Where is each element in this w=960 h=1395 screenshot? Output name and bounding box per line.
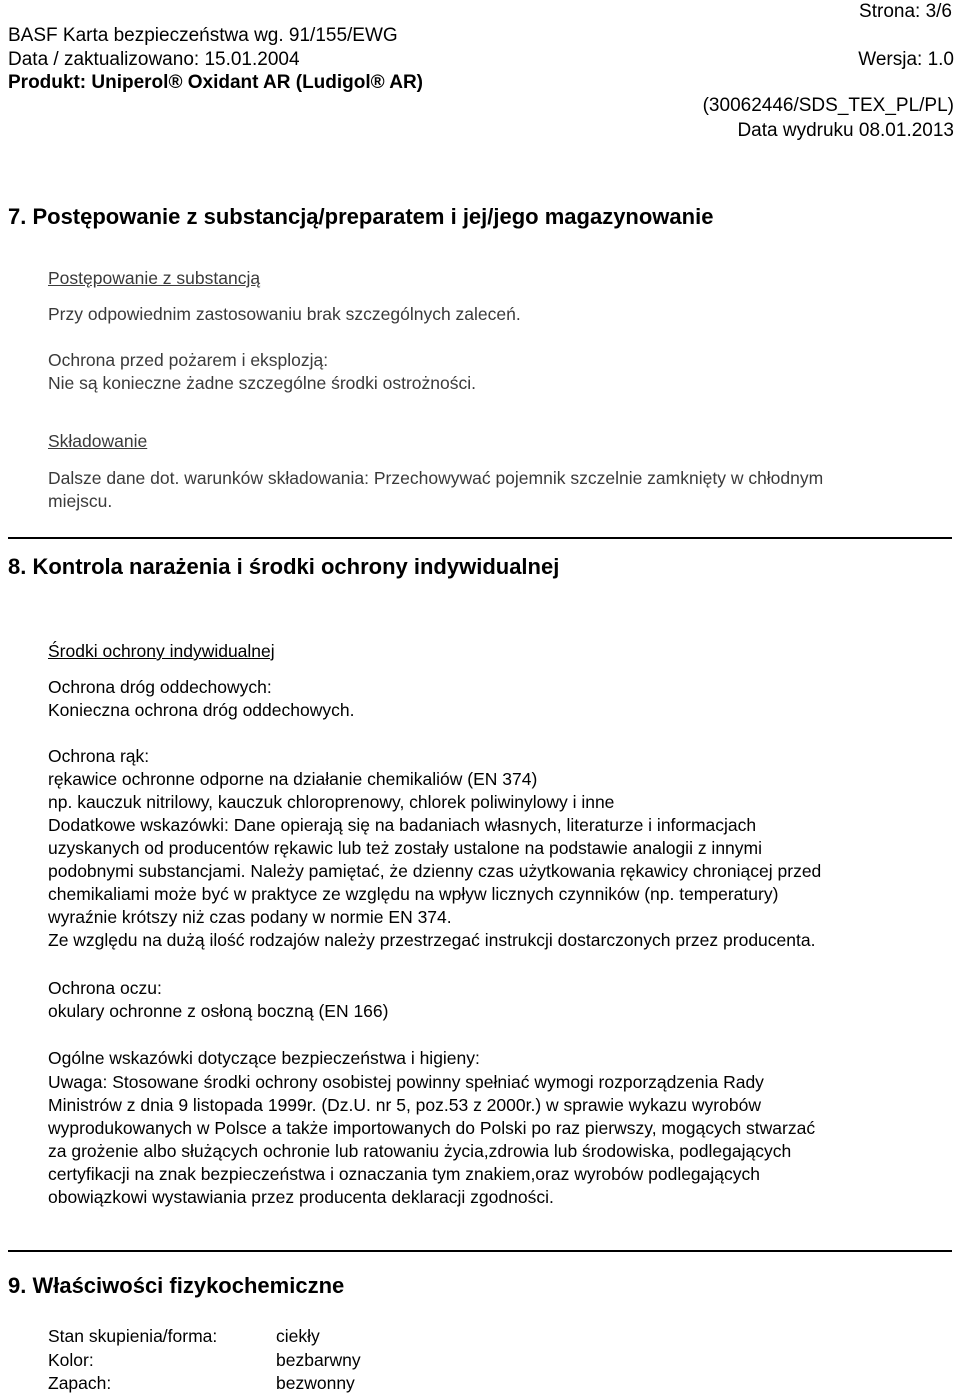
text-line: rękawice ochronne odporne na działanie chemikaliów (EN 374)	[48, 769, 538, 789]
respiratory-heading: Ochrona dróg oddechowych:	[48, 677, 272, 697]
hand-protection-heading: Ochrona rąk:	[48, 746, 150, 766]
text-line: np. kauczuk nitrilowy, kauczuk chloroprenowy, chlorek poliwinylowy i inne	[48, 792, 615, 812]
property-label: Kolor:	[48, 1350, 94, 1370]
eye-protection-text: okulary ochronne z osłoną boczną (EN 166)	[48, 1001, 389, 1021]
section-9-title: 9. Właściwości fizykochemiczne	[8, 1273, 345, 1298]
general-hygiene-text	[48, 1071, 815, 1209]
print-date: Data wydruku 08.01.2013	[737, 120, 954, 141]
text-line: Uwaga: Stosowane środki ochrony osobistej powinny spełniać wymogi rozporządzenia Rady	[48, 1072, 764, 1092]
text-line: uzyskanych od producentów rękawic lub też zostały ustalone na podstawie analogii z innymi	[48, 838, 763, 858]
text-line: wyprodukowanych w Polsce a także importowanych do Polski po raz pierwszy, mogących stwarzać	[48, 1118, 816, 1138]
text-line: Dodatkowe wskazówki: Dane opierają się na badaniach własnych, literaturze i informacjach	[48, 815, 757, 835]
fire-text: Nie są konieczne żadne szczególne środki ostrożności.	[48, 373, 476, 393]
hand-protection-text	[48, 768, 821, 952]
section-8-title: 8. Kontrola narażenia i środki ochrony indywidualnej	[8, 554, 560, 579]
property-label: Zapach:	[48, 1373, 112, 1393]
text-line: chemikaliami może być w praktyce ze względu na wpływ licznych czynników (np. temperatury)	[48, 884, 779, 904]
respiratory-text: Konieczna ochrona dróg oddechowych.	[48, 700, 355, 720]
eye-protection-heading: Ochrona oczu:	[48, 978, 162, 998]
text-line: obowiązkowi wystawiania przez producenta deklaracji zgodności.	[48, 1187, 554, 1207]
storage-text-line-2: miejscu.	[48, 491, 113, 511]
property-value: bezbarwny	[276, 1350, 361, 1370]
property-value: ciekły	[276, 1326, 320, 1346]
text-line: podobnymi substancjami. Należy pamiętać, że dzienny czas użytkowania rękawicy chroniącej przed	[48, 861, 822, 881]
version: Wersja: 1.0	[858, 49, 954, 70]
handling-text: Przy odpowiednim zastosowaniu brak szczególnych zaleceń.	[48, 304, 521, 324]
product-name: Produkt: Uniperol® Oxidant AR (Ludigol® AR)	[8, 72, 424, 93]
ppe-heading: Środki ochrony indywidualnej	[48, 641, 275, 661]
page-number: Strona: 3/6	[859, 1, 952, 22]
fire-heading: Ochrona przed pożarem i eksplozją:	[48, 350, 329, 370]
property-label: Stan skupienia/forma:	[48, 1326, 218, 1346]
date-updated: Data / zaktualizowano: 15.01.2004	[8, 49, 300, 70]
document-code: (30062446/SDS_TEX_PL/PL)	[702, 95, 954, 116]
text-line: za grożenie albo służących ochronie lub ratowaniu życia,zdrowia lub środowiska, podlegających	[48, 1141, 792, 1161]
general-hygiene-heading: Ogólne wskazówki dotyczące bezpieczeństwa i higieny:	[48, 1048, 480, 1068]
section-7-title: 7. Postępowanie z substancją/preparatem i jej/jego magazynowanie	[8, 204, 714, 229]
text-line: Ze względu na dużą ilość rodzajów należy przestrzegać instrukcji dostarczonych przez producenta.	[48, 930, 816, 950]
text-line: certyfikacji na znak bezpieczeństwa i oznaczania tym znakiem,oraz wyrobów podlegających	[48, 1164, 761, 1184]
storage-text-line-1: Dalsze dane dot. warunków składowania: Przechowywać pojemnik szczelnie zamknięty w chłodnym	[48, 468, 824, 488]
text-line: Ministrów z dnia 9 listopada 1999r. (Dz.U. nr 5, poz.53 z 2000r.) w sprawie wykazu wyrobów	[48, 1095, 761, 1115]
document-title: BASF Karta bezpieczeństwa wg. 91/155/EWG	[8, 25, 398, 46]
text-line: wyraźnie krótszy niż czas podany w normie EN 374.	[48, 907, 452, 927]
handling-heading: Postępowanie z substancją	[48, 268, 261, 288]
property-value: bezwonny	[276, 1373, 355, 1393]
storage-heading: Składowanie	[48, 431, 148, 451]
section-divider	[8, 1250, 952, 1252]
section-divider	[8, 537, 952, 539]
